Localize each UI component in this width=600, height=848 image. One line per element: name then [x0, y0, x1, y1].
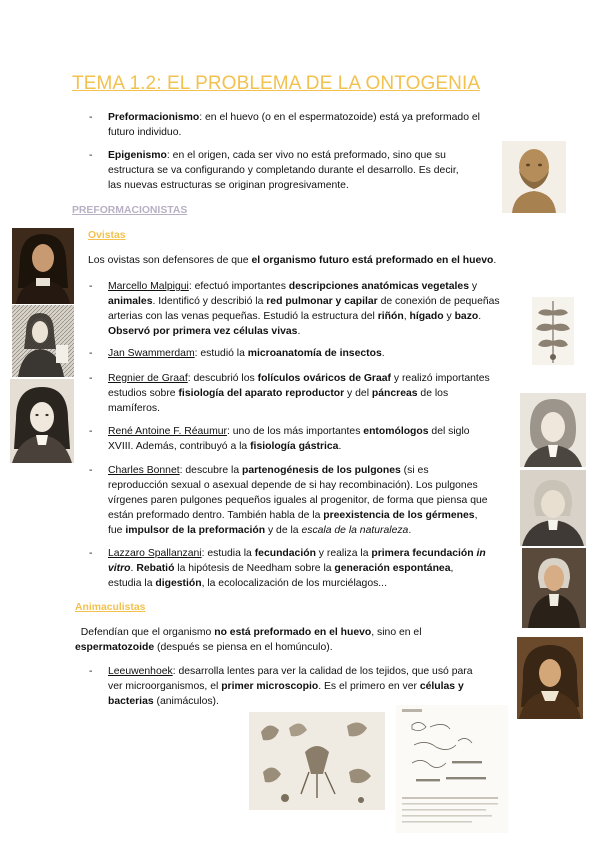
- swammerdam-bullet: - Jan Swammerdam: estudió la microanatomía de insectos.: [89, 348, 385, 359]
- page-title: TEMA 1.2: EL PROBLEMA DE LA ONTOGENIA: [72, 73, 481, 94]
- epigenismo-bullet: - Epigenismo: en el origen, cada ser vivo no está preformado, sino que su estructura se va configurando y completando durante el desarrollo. Es decir, las nuevas estructuras se originan progresivamente.: [89, 150, 459, 191]
- spallanzani-bullet: - Lazzaro Spallanzani: estudia la fecundación y realiza la primera fecundación in vitro. Rebatió la hipótesis de Needham sobre la generación espontánea, estudia la digestión, la ecolocalización de los murciélagos...: [89, 548, 486, 589]
- reaumur-portrait-image: [520, 393, 586, 467]
- ovistas-heading: Ovistas: [88, 230, 126, 241]
- leeuwenhoek-portrait-image: [517, 637, 583, 719]
- spallanzani-name: Lazzaro Spallanzani: [108, 548, 202, 559]
- animaculistas-lead: Defendían que el organismo no está preformado en el huevo, sino en el espermatozoide (después se piensa en el homúnculo).: [75, 627, 422, 653]
- section-preformacionistas: PREFORMACIONISTAS: [72, 205, 188, 216]
- bonnet-bullet: - Charles Bonnet: descubre la partenogénesis de los pulgones (si es reproducción sexual o asexual depende de si hay recombinación). Los pulgones vírgenes paren pulgones pequeños iguales al progenitor, de forma que piensa que están preformado dentro. También habla de la preexistencia de los gérmenes, fue impulsor de la preformación y de la escala de la naturaleza.: [89, 465, 488, 536]
- ovistas-lead: Los ovistas son defensores de que el organismo futuro está preformado en el huevo.: [88, 255, 497, 266]
- epigenismo-term: Epigenismo: [108, 150, 167, 161]
- graaf-name: Regnier de Graaf: [108, 373, 188, 384]
- animalcules-sketch-image: [396, 705, 508, 833]
- reaumur-bullet: - René Antoine F. Réaumur: uno de los más importantes entomólogos del siglo XVIII. Además, contribuyó a la fisiología gástrica.: [89, 426, 470, 452]
- animaculistas-heading: Animaculistas: [75, 602, 146, 613]
- plant-illustration-image: [532, 297, 574, 365]
- graaf-portrait-image: [10, 379, 74, 463]
- graaf-bullet: - Regnier de Graaf: descubrió los folículos ováricos de Graaf y realizó importantes estudios sobre fisiología del aparato reproductor y del páncreas de los mamíferos.: [89, 373, 490, 414]
- preformacionismo-term: Preformacionismo: [108, 112, 200, 123]
- leeuwenhoek-bullet: - Leeuwenhoek: desarrolla lentes para ver la calidad de los tejidos, que usó para ver microorganismos, el primer microscopio. Es el primero en ver células y bacterias (animáculos).: [89, 666, 473, 707]
- spallanzani-portrait-image: [522, 548, 586, 628]
- reaumur-name: René Antoine F. Réaumur: [108, 426, 227, 437]
- swammerdam-portrait-image: [12, 305, 74, 377]
- malpigui-bullet: - Marcello Malpigui: efectuó importantes descripciones anatómicas vegetales y animales. Identificó y describió la red pulmonar y capilar de conexión de pequeñas arterias con las venas pequeñas. Estudió la estructura del riñón, hígado y bazo. Observó por primera vez células vivas.: [89, 281, 500, 337]
- aristotle-bust-image: [502, 141, 566, 213]
- malpighi-portrait-image: [12, 228, 74, 304]
- swammerdam-name: Jan Swammerdam: [108, 348, 195, 359]
- bonnet-name: Charles Bonnet: [108, 465, 180, 476]
- preformacionismo-bullet: - Preformacionismo: en el huevo (o en el espermatozoide) está ya preformado el futuro individuo.: [89, 112, 480, 138]
- leeuwenhoek-name: Leeuwenhoek: [108, 666, 173, 677]
- bonnet-portrait-image: [520, 470, 586, 546]
- microscopy-plate-image: [249, 712, 385, 810]
- malpigui-name: Marcello Malpigui: [108, 281, 189, 292]
